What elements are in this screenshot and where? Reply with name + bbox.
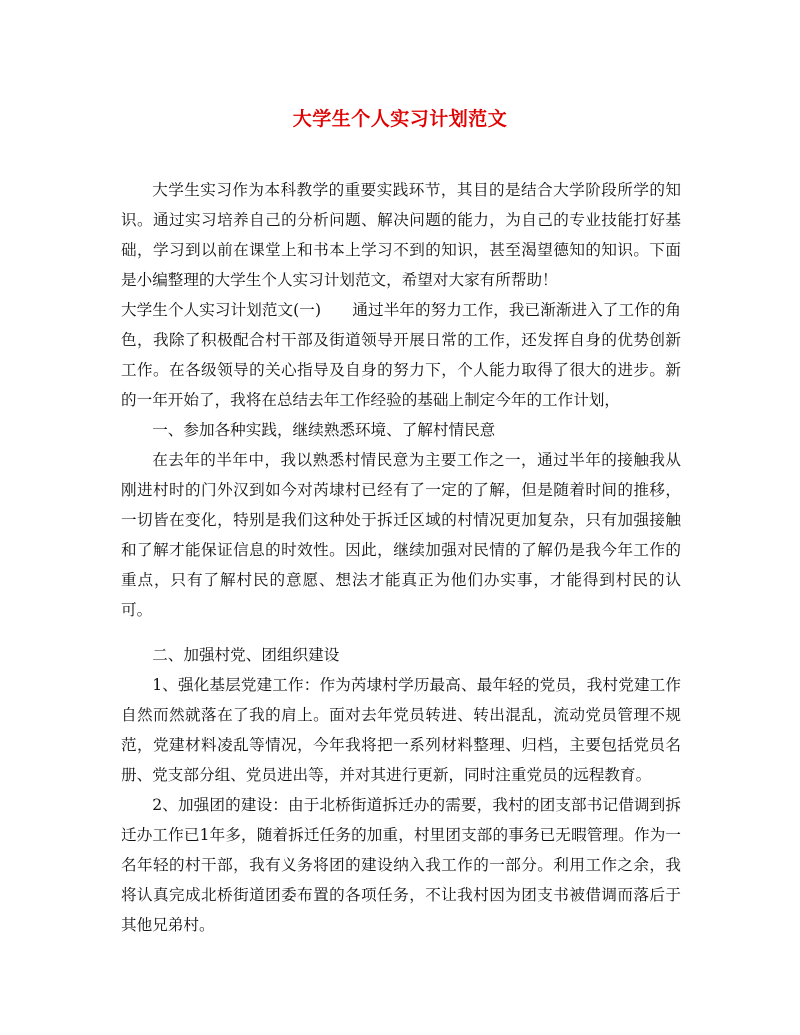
paragraph-league-building: 2、加强团的建设：由于北桥街道拆迁办的需要，我村的团支部书记借调到拆迁办工作已1年多，随着拆迁任务的加重，村里团支部的事务已无暇管理。作为一名年轻的村干部，我有义务将团的建设纳入我工作的一部分。利用工作之余，我将认真完成北桥街道团委布置的各项任务，不让我村因为团支书被借调而落后于其他兄弟村。 [121,796,681,934]
intro-paragraph: 大学生实习作为本科教学的重要实践环节，其目的是结合大学阶段所学的知识。通过实习培养自己的分析问题、解决问题的能力，为自己的专业技能打好基础，学习到以前在课堂上和书本上学习不到的知识，甚至渴望德知的知识。下面是小编整理的大学生个人实习计划范文，希望对大家有所帮助！ [121,181,681,289]
heading-one: 一、参加各种实践，继续熟悉环境、了解村情民意 [152,421,496,439]
document-title: 大学生个人实习计划范文 [292,108,508,130]
document-body [121,175,681,940]
paragraph-village-situation: 在去年的半年中，我以熟悉村情民意为主要工作之一，通过半年的接触我从刚进村时的门外汉到如今对芮埭村已经有了一定的了解，但是随着时间的推移，一切皆在变化，特别是我们这种处于拆迁区域的村情况更加复杂，只有加强接触和了解才能保证信息的时效性。因此，继续加强对民情的了解仍是我今年工作的重点，只有了解村民的意愿、想法才能真正为他们办实事，才能得到村民的认可。 [121,451,681,619]
section-one-paragraph: 大学生个人实习计划范文(一) 通过半年的努力工作，我已渐渐进入了工作的角色，我除了积极配合村干部及街道领导开展日常的工作，还发挥自身的优势创新工作。在各级领导的关心指导及自身的努力下，个人能力取得了很大的进步。新的一年开始了，我将在总结去年工作经验的基础上制定今年的工作计划， [121,301,681,409]
heading-two: 二、加强村党、团组织建设 [152,646,340,664]
paragraph-party-building: 1、强化基层党建工作：作为芮埭村学历最高、最年轻的党员，我村党建工作自然而然就落在了我的肩上。面对去年党员转进、转出混乱，流动党员管理不规范，党建材料凌乱等情况，今年我将把一系列材料整理、归档，主要包括党员名册、党支部分组、党员进出等，并对其进行更新，同时注重党员的远程教育。 [121,676,681,784]
